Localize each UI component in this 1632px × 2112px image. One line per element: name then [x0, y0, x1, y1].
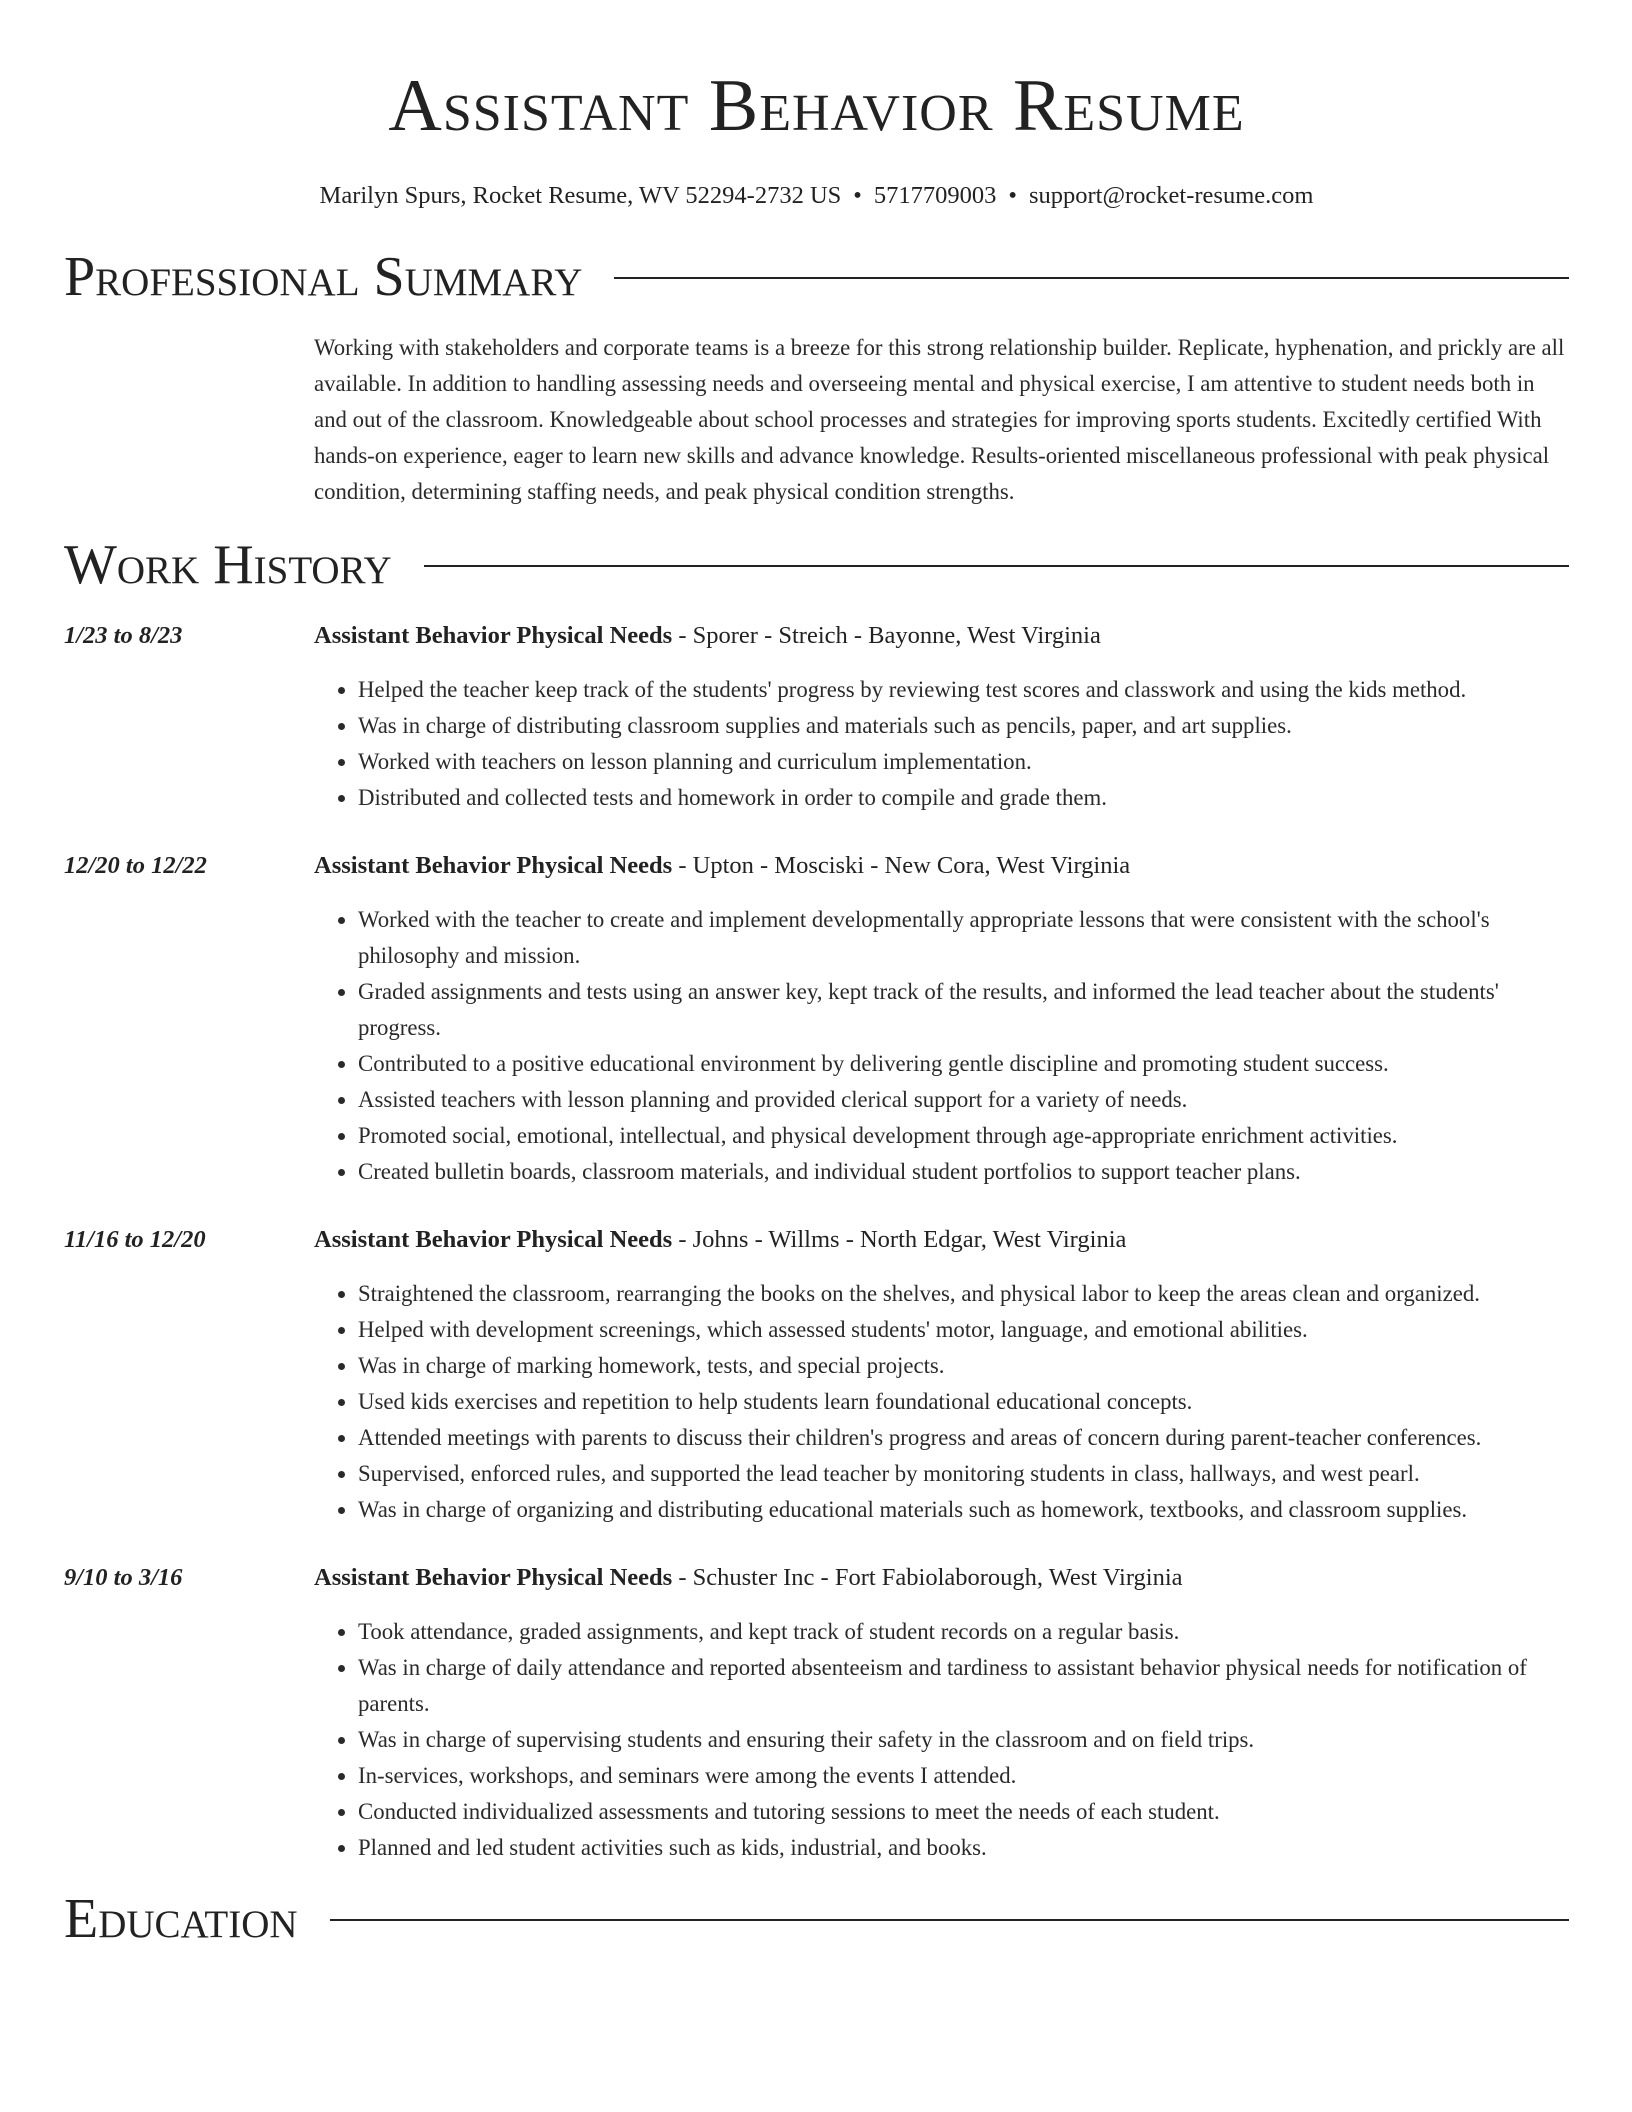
job-duty-item: • Was in charge of daily attendance and reported absenteeism and tardiness to assistant behavior physical needs for notification of parents. [358, 1650, 1569, 1722]
job-entry [64, 618, 1569, 816]
job-duty-item: • Distributed and collected tests and homework in order to compile and grade them. [358, 780, 1569, 816]
job-heading [314, 848, 1569, 884]
job-duty-item: • Was in charge of organizing and distributing educational materials such as homework, textbooks, and classroom supplies. [358, 1492, 1569, 1528]
job-duty-item: • Was in charge of distributing classroom supplies and materials such as pencils, paper, and art supplies. [358, 708, 1569, 744]
job-body [314, 848, 1569, 1190]
job-body [314, 618, 1569, 816]
job-list [64, 618, 1569, 1866]
job-duty-item: • Graded assignments and tests using an answer key, kept track of the results, and informed the lead teacher about the students' progress. [358, 974, 1569, 1046]
contact-phone: 5717709003 [873, 182, 997, 209]
section-title-summary: Professional Summary [64, 246, 583, 308]
job-duty-item: • Attended meetings with parents to discuss their children's progress and areas of concern during parent-teacher conferences. [358, 1420, 1569, 1456]
section-divider [424, 565, 1569, 567]
job-duty-item: • Planned and led student activities such as kids, industrial, and books. [358, 1830, 1569, 1866]
job-duty-item: • Created bulletin boards, classroom materials, and individual student portfolios to support teacher plans. [358, 1154, 1569, 1190]
job-entry [64, 1222, 1569, 1528]
job-duty-item: • Took attendance, graded assignments, and kept track of student records on a regular basis. [358, 1614, 1569, 1650]
job-duty-item: • Contributed to a positive educational environment by delivering gentle discipline and promoting student success. [358, 1046, 1569, 1082]
job-dates: 11/16 to 12/20 [64, 1226, 206, 1253]
job-entry [64, 1560, 1569, 1866]
job-duty-item: • Used kids exercises and repetition to help students learn foundational educational concepts. [358, 1384, 1569, 1420]
job-duty-item: • Was in charge of marking homework, tests, and special projects. [358, 1348, 1569, 1384]
job-title: Assistant Behavior Physical Needs [314, 852, 673, 879]
section-divider [614, 277, 1569, 279]
job-dates: 1/23 to 8/23 [64, 622, 183, 649]
job-duty-item: • Straightened the classroom, rearranging the books on the shelves, and physical labor to keep the areas clean and organized. [358, 1276, 1569, 1312]
professional-summary-text: Working with stakeholders and corporate teams is a breeze for this strong relationship builder. Replicate, hyphenation, and prickly are all available. In addition to handling assessing needs and overseeing mental and physical exercise, I am attentive to student needs both in and out of the classroom. Knowledgeable about school processes and strategies for improving sports students. Excitedly certified With hands-on experience, eager to learn new skills and advance knowledge. Results-oriented miscellaneous professional with peak physical condition, determining staffing needs, and peak physical condition strengths. [314, 335, 1565, 504]
job-duties-list [314, 1614, 1569, 1866]
job-duty-item: • Worked with teachers on lesson planning and curriculum implementation. [358, 744, 1569, 780]
job-duty-item: • Was in charge of supervising students and ensuring their safety in the classroom and on field trips. [358, 1722, 1569, 1758]
resume-title: Assistant Behavior Resume [388, 65, 1245, 147]
contact-address: Marilyn Spurs, Rocket Resume, WV 52294-2732 US [319, 182, 842, 209]
section-header-education [64, 1888, 1569, 1950]
job-title: Assistant Behavior Physical Needs [314, 1564, 673, 1591]
job-employer-location: - Johns - Willms - North Edgar, West Virginia [672, 1226, 1127, 1253]
job-duty-item: • In-services, workshops, and seminars were among the events I attended. [358, 1758, 1569, 1794]
job-duty-item: • Helped with development screenings, which assessed students' motor, language, and emotional abilities. [358, 1312, 1569, 1348]
resume-page [64, 0, 1569, 1950]
job-duty-item: • Helped the teacher keep track of the students' progress by reviewing test scores and classwork and using the kids method. [358, 672, 1569, 708]
section-header-work [64, 534, 1569, 596]
job-title: Assistant Behavior Physical Needs [314, 622, 673, 649]
section-title-work: Work History [64, 534, 392, 596]
job-duty-item: • Promoted social, emotional, intellectual, and physical development through age-appropriate enrichment activities. [358, 1118, 1569, 1154]
job-employer-location: - Upton - Mosciski - New Cora, West Virginia [672, 852, 1131, 879]
job-duty-item: • Supervised, enforced rules, and supported the lead teacher by monitoring students in class, hallways, and west pearl. [358, 1456, 1569, 1492]
contact-separator: • [853, 182, 862, 209]
job-body [314, 1222, 1569, 1528]
job-duty-item: • Assisted teachers with lesson planning and provided clerical support for a variety of needs. [358, 1082, 1569, 1118]
job-dates: 9/10 to 3/16 [64, 1564, 183, 1591]
job-employer-location: - Sporer - Streich - Bayonne, West Virginia [672, 622, 1101, 649]
contact-line [64, 180, 1569, 212]
job-heading [314, 618, 1569, 654]
job-duty-item: • Conducted individualized assessments and tutoring sessions to meet the needs of each student. [358, 1794, 1569, 1830]
section-divider [330, 1919, 1569, 1921]
job-employer-location: - Schuster Inc - Fort Fabiolaborough, West Virginia [672, 1564, 1183, 1591]
section-title-education: Education [64, 1888, 298, 1950]
job-heading [314, 1222, 1569, 1258]
job-duty-item: • Worked with the teacher to create and implement developmentally appropriate lessons that were consistent with the school's philosophy and mission. [358, 902, 1569, 974]
contact-email[interactable]: support@rocket-resume.com [1028, 182, 1314, 209]
work-history-section [64, 534, 1569, 1866]
job-body [314, 1560, 1569, 1866]
job-dates: 12/20 to 12/22 [64, 852, 207, 879]
job-duties-list [314, 902, 1569, 1190]
job-duties-list [314, 672, 1569, 816]
contact-separator: • [1008, 182, 1017, 209]
job-duties-list [314, 1276, 1569, 1528]
job-entry [64, 848, 1569, 1190]
section-header-summary [64, 246, 1569, 308]
job-title: Assistant Behavior Physical Needs [314, 1226, 673, 1253]
job-heading [314, 1560, 1569, 1596]
